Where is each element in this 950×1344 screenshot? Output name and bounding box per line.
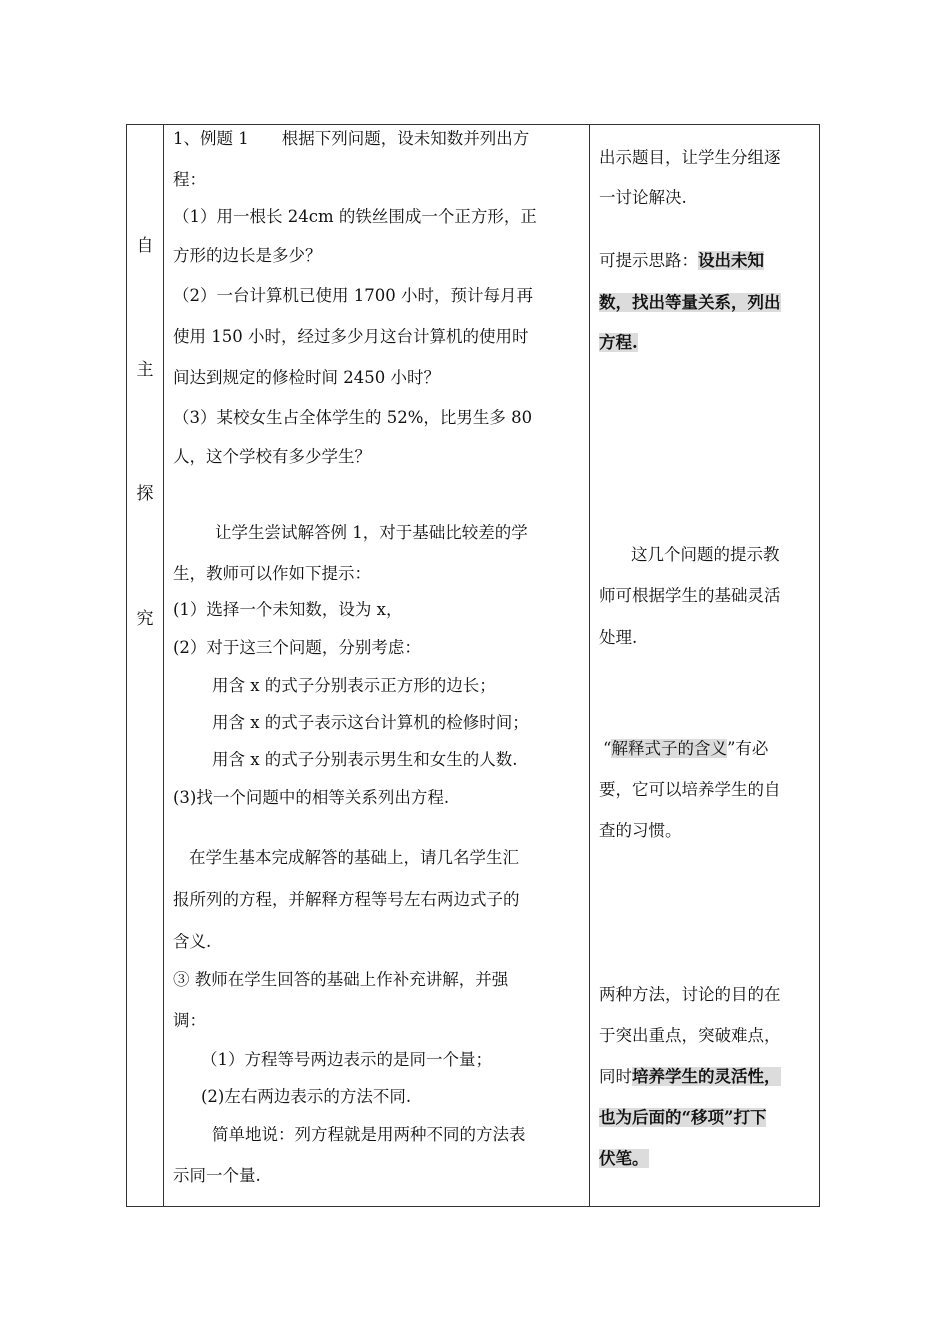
side-label-char-3: 探 bbox=[136, 484, 154, 504]
question-2-line-1: （2）一台计算机已使用 1700 小时，预计每月再 bbox=[173, 286, 533, 305]
text-line: 程： bbox=[173, 170, 206, 189]
note-5-line-2: 于突出重点，突破难点， bbox=[599, 1026, 781, 1045]
hint-intro-line-2: 生，教师可以作如下提示： bbox=[173, 564, 371, 583]
example-heading: 1、例题 1 根据下列问题，设未知数并列出方 bbox=[173, 129, 530, 148]
note-5-highlight: 培养学生的灵活性， bbox=[632, 1067, 781, 1086]
hint-sub-2: 用含 x 的式子表示这台计算机的检修时间； bbox=[212, 713, 529, 732]
note-2-line-1 bbox=[599, 250, 764, 272]
note-1-line-2: 一讨论解决. bbox=[599, 188, 687, 207]
note-5-line-5 bbox=[599, 1148, 649, 1170]
note-4-suffix: ”有必 bbox=[726, 739, 769, 758]
note-5-highlight-line-5: 伏笔。 bbox=[599, 1149, 649, 1168]
note-5-line-4 bbox=[599, 1107, 766, 1129]
emphasis-point-2: (2)左右两边表示的方法不同. bbox=[201, 1087, 412, 1106]
note-2-line-3 bbox=[599, 332, 638, 354]
note-4-highlight: 解释式子的含义 bbox=[611, 739, 727, 758]
note-4-line-1 bbox=[603, 738, 768, 760]
teacher-supplement-line-1: ③ 教师在学生回答的基础上作补充讲解，并强 bbox=[173, 970, 509, 989]
note-2-prefix: 可提示思路： bbox=[599, 251, 698, 270]
note-3-line-1: 这几个问题的提示教 bbox=[631, 545, 780, 564]
question-2-line-2: 使用 150 小时，经过多少月这台计算机的使用时 bbox=[173, 327, 529, 346]
note-1-line-1: 出示题目，让学生分组逐 bbox=[599, 148, 781, 167]
report-line-2: 报所列的方程，并解释方程等号左右两边式子的 bbox=[173, 890, 520, 909]
note-5-line-1: 两种方法，讨论的目的在 bbox=[599, 985, 781, 1004]
note-5-prefix: 同时 bbox=[599, 1067, 632, 1086]
note-3-line-2: 师可根据学生的基础灵活 bbox=[599, 586, 781, 605]
question-1-line-1: （1）用一根长 24cm 的铁丝围成一个正方形，正 bbox=[173, 207, 537, 226]
note-2-highlight: 设出未知 bbox=[698, 251, 764, 270]
hint-step-1: (1）选择一个未知数，设为 x， bbox=[173, 600, 403, 619]
question-3-line-2: 人，这个学校有多少学生？ bbox=[173, 447, 371, 466]
teacher-supplement-line-2: 调： bbox=[173, 1011, 206, 1030]
note-3-line-3: 处理. bbox=[599, 628, 638, 647]
hint-step-3: (3)找一个问题中的相等关系列出方程. bbox=[173, 788, 450, 807]
hint-intro-line-1: 让学生尝试解答例 1，对于基础比较差的学 bbox=[215, 523, 528, 542]
report-line-3: 含义. bbox=[173, 932, 212, 951]
question-1-line-2: 方形的边长是多少？ bbox=[173, 246, 322, 265]
note-4-line-3: 查的习惯。 bbox=[599, 821, 682, 840]
summary-line-1: 简单地说：列方程就是用两种不同的方法表 bbox=[212, 1125, 526, 1144]
open-quote: “ bbox=[603, 739, 612, 758]
note-2-line-2 bbox=[599, 292, 781, 314]
note-5-highlight-line-4: 也为后面的“移项”打下 bbox=[599, 1108, 767, 1127]
side-label-char-1: 自 bbox=[136, 236, 154, 256]
summary-line-2: 示同一个量. bbox=[173, 1166, 261, 1185]
emphasis-point-1: （1）方程等号两边表示的是同一个量； bbox=[201, 1050, 492, 1069]
report-line-1: 在学生基本完成解答的基础上，请几名学生汇 bbox=[189, 848, 519, 867]
note-2-highlight-line-3: 方程. bbox=[599, 333, 638, 352]
note-2-highlight-line-2: 数，找出等量关系，列出 bbox=[599, 293, 781, 312]
column-divider-left bbox=[163, 125, 164, 1206]
hint-step-2: (2）对于这三个问题，分别考虑： bbox=[173, 638, 421, 657]
side-label-char-2: 主 bbox=[136, 360, 154, 380]
side-label-char-4: 究 bbox=[136, 609, 154, 629]
question-3-line-1: （3）某校女生占全体学生的 52%，比男生多 80 bbox=[173, 408, 533, 427]
hint-sub-3: 用含 x 的式子分别表示男生和女生的人数. bbox=[212, 750, 518, 769]
question-2-line-3: 间达到规定的修检时间 2450 小时？ bbox=[173, 368, 440, 387]
note-5-line-3 bbox=[599, 1066, 781, 1088]
lesson-table bbox=[126, 124, 820, 1207]
hint-sub-1: 用含 x 的式子分别表示正方形的边长； bbox=[212, 676, 496, 695]
column-divider-right bbox=[589, 125, 590, 1206]
note-4-line-2: 要，它可以培养学生的自 bbox=[599, 780, 781, 799]
